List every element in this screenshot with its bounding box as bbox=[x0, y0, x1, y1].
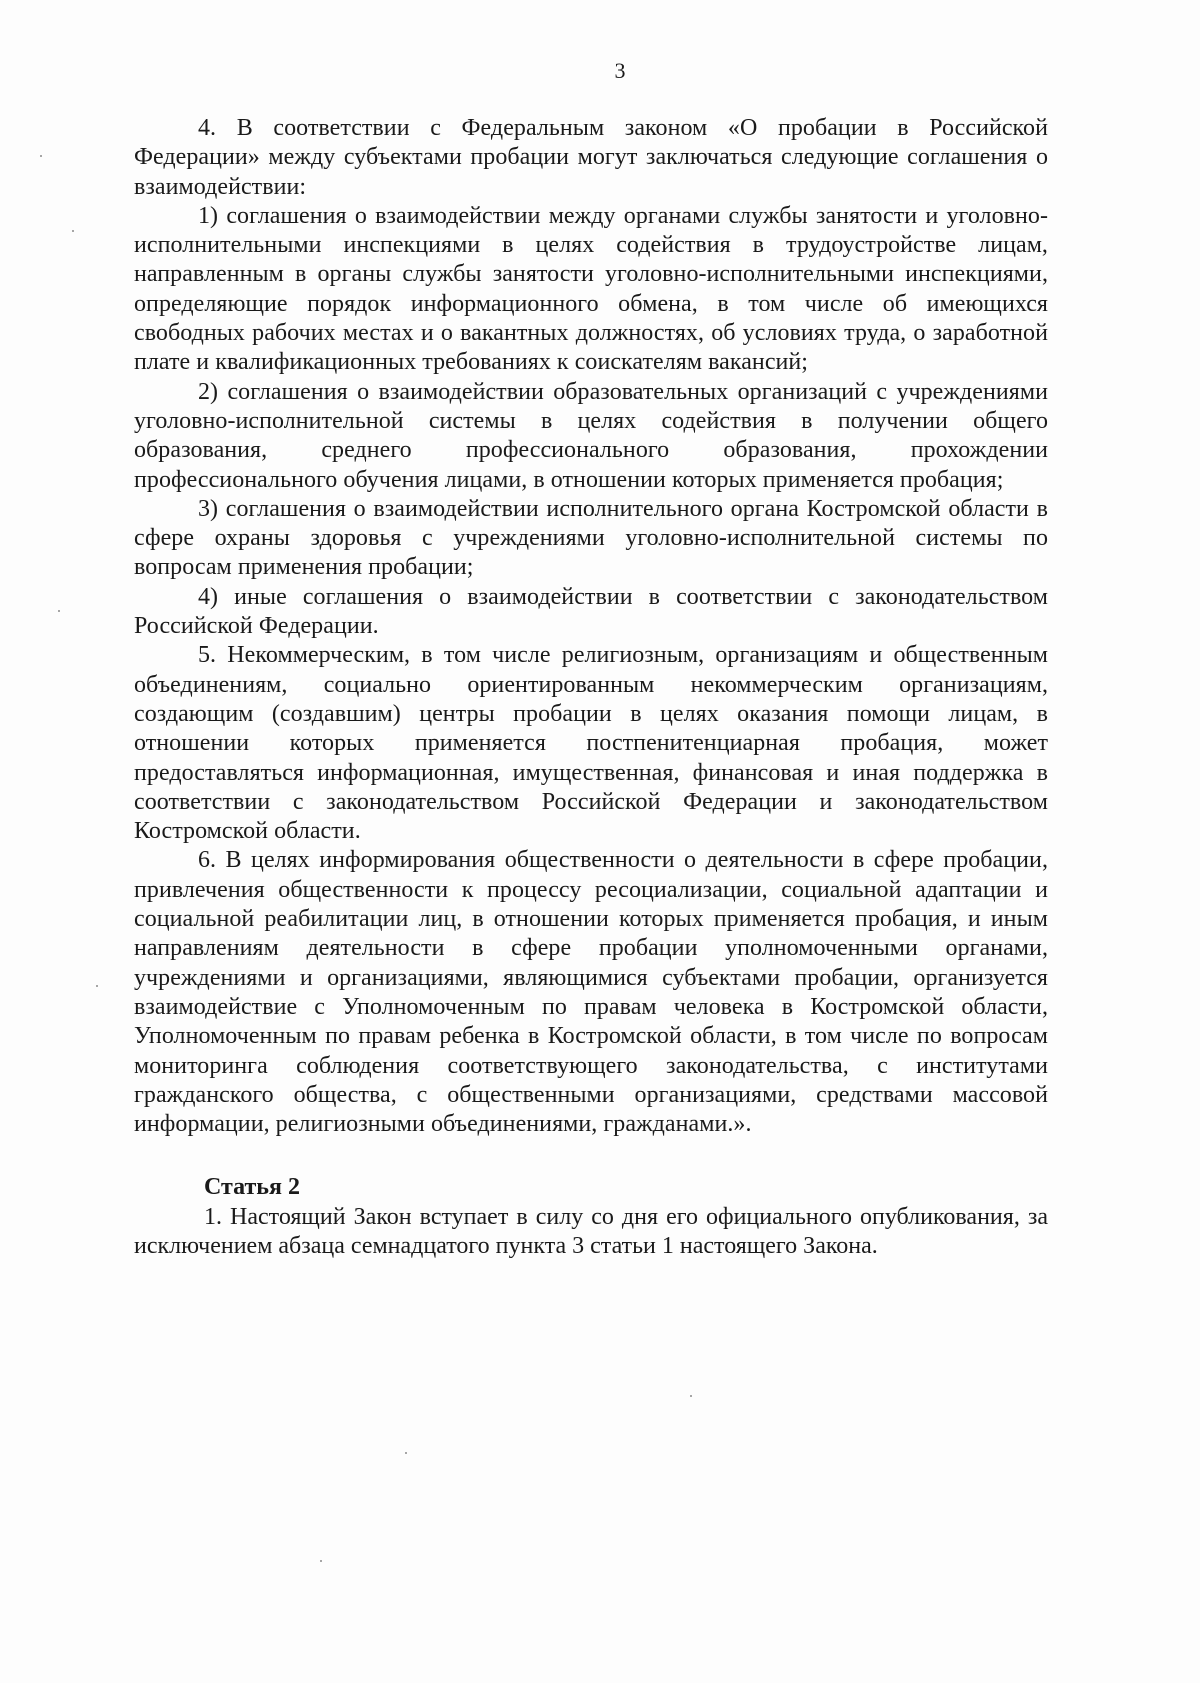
article-2-paragraph-1: 1. Настоящий Закон вступает в силу со дня его официального опубликования, за исключением абзаца семнадцатого пункта 3 статьи 1 настоящего Закона. bbox=[134, 1203, 1048, 1259]
paragraph-4-item-2: 2) соглашения о взаимодействии образовательных организаций с учреждениями уголовно-исполнительной системы в целях содействия в получении общего образования, среднего профессионального образования, прохождении профессионального обучения лицами, в отношении которых применяется пробация; bbox=[134, 378, 1048, 493]
scan-speck bbox=[40, 155, 42, 157]
paragraph-4-item-1: 1) соглашения о взаимодействии между органами службы занятости и уголовно-исполнительными инспекциями в целях содействия в трудоустройстве лицам, направленным в органы службы занятости уголовно-исполнительными инспекциями, определяющие порядок информационного обмена, в том числе об имеющихся свободных рабочих местах и о вакантных должностях, об условиях труда, о заработной плате и квалификационных требованиях к соискателям вакансий; bbox=[134, 202, 1048, 376]
scan-speck bbox=[690, 1395, 692, 1397]
paragraph-4-item-3: 3) соглашения о взаимодействии исполнительного органа Костромской области в сфере охраны здоровья с учреждениями уголовно-исполнительной системы по вопросам применения пробации; bbox=[134, 495, 1048, 581]
paragraph-6: 6. В целях информирования общественности о деятельности в сфере пробации, привлечения общественности к процессу ресоциализации, социальной адаптации и социальной реабилитации лиц, в отношении которых применяется пробация, и иным направлениям деятельности в сфере пробации уполномоченными органами, учреждениями и организациями, являющимися субъектами пробации, организуется взаимодействие с Уполномоченным по правам человека в Костромской области, Уполномоченным по правам ребенка в Костромской области, в том числе по вопросам мониторинга соблюдения соответствующего законодательства, с институтами гражданского общества, с общественными организациями, средствами массовой информации, религиозными объединениями, гражданами.». bbox=[134, 847, 1048, 1138]
scan-speck bbox=[58, 610, 60, 612]
scan-speck bbox=[72, 230, 74, 232]
paragraph-4: 4. В соответствии с Федеральным законом «О пробации в Российской Федерации» между субъектами пробации могут заключаться следующие соглашения о взаимодействии: bbox=[134, 115, 1048, 200]
paragraph-4-item-4: 4) иные соглашения о взаимодействии в соответствии с законодательством Российской Федерации. bbox=[134, 583, 1048, 640]
page-number: 3 bbox=[614, 58, 626, 83]
document-body bbox=[134, 114, 1048, 1261]
scan-speck bbox=[96, 985, 98, 987]
scan-speck bbox=[405, 1452, 407, 1454]
article-2-heading: Статья 2 bbox=[204, 1174, 300, 1201]
paragraph-5: 5. Некоммерческим, в том числе религиозным, организациям и общественным объединениям, социально ориентированным некоммерческим организациям, создающим (создавшим) центры пробации в целях оказания помощи лицам, в отношении которых применяется постпенитенциарная пробация, может предоставляться информационная, имущественная, финансовая и иная поддержка в соответствии с законодательством Российской Федерации и законодательством Костромской области. bbox=[134, 642, 1048, 845]
scan-speck bbox=[320, 1560, 322, 1562]
